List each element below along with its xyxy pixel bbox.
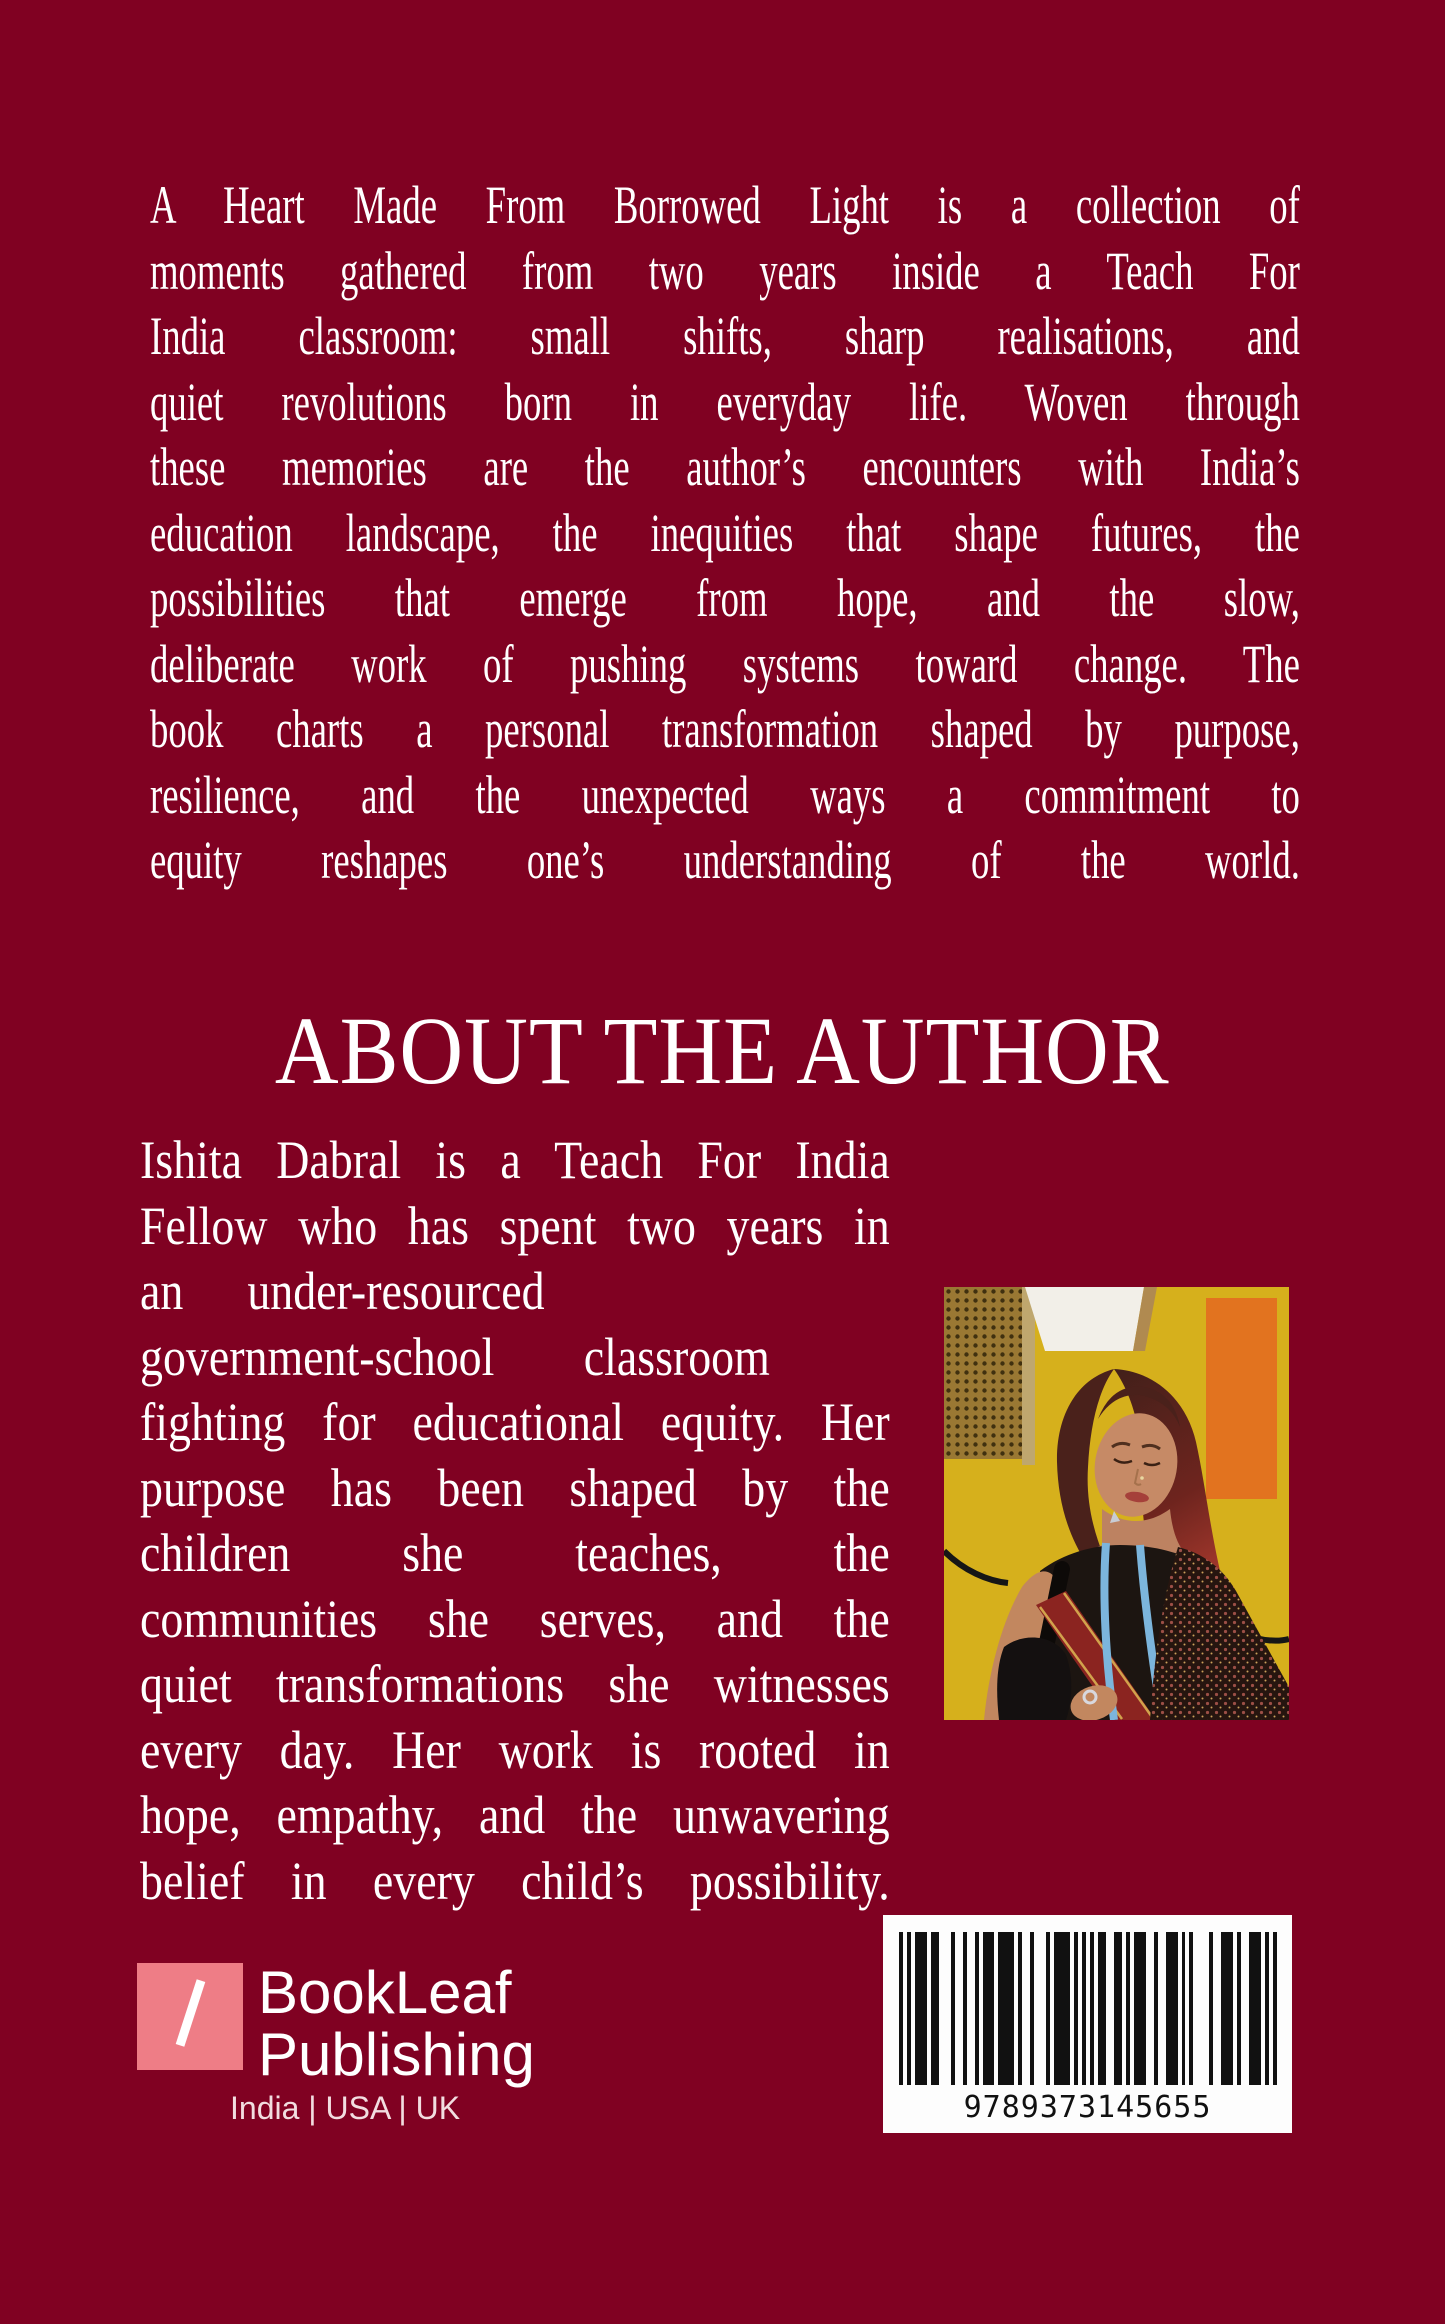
bio-line: quiet transformations she witnesses bbox=[140, 1654, 890, 1714]
bio-line: belief in every child’s possibility. bbox=[140, 1850, 890, 1911]
synopsis-line: possibilities that emerge from hope, and the slow, bbox=[150, 568, 1300, 628]
about-heading-text: ABOUT THE AUTHOR bbox=[275, 997, 1170, 1104]
publisher-name-line1: BookLeaf bbox=[258, 1959, 512, 2026]
synopsis-line: education landscape, the inequities that shape futures, the bbox=[150, 502, 1300, 563]
bio-line: Ishita Dabral is a Teach For India bbox=[140, 1130, 890, 1190]
synopsis-lines bbox=[150, 173, 1300, 894]
synopsis-line: moments gathered from two years inside a Teach For bbox=[150, 240, 1300, 301]
synopsis-line: deliberate work of pushing systems toward change. The bbox=[150, 633, 1300, 694]
synopsis-line: equity reshapes one’s understanding of the world. bbox=[150, 830, 1300, 890]
synopsis-paragraph bbox=[150, 173, 1300, 894]
bio-line: hope, empathy, and the unwavering bbox=[140, 1785, 890, 1845]
bio-line: Fellow who has spent two years in bbox=[140, 1195, 890, 1256]
publisher-name bbox=[258, 1959, 535, 2088]
bio-line: an under-resourced bbox=[140, 1261, 545, 1321]
photo-orange-panel bbox=[1206, 1298, 1277, 1499]
publisher-logo-mark bbox=[137, 1963, 243, 2070]
synopsis-line: India classroom: small shifts, sharp realisations, and bbox=[150, 306, 1300, 366]
author-photo-illustration bbox=[944, 1287, 1289, 1720]
photo-panel-trim bbox=[1022, 1287, 1035, 1465]
photo-nose-pin bbox=[1140, 1476, 1144, 1480]
about-heading bbox=[0, 996, 1445, 1106]
synopsis-line: A Heart Made From Borrowed Light is a collection of bbox=[150, 175, 1300, 235]
barcode-bars bbox=[899, 1932, 1277, 2085]
bio-line: children she teaches, the bbox=[140, 1523, 890, 1583]
synopsis-line: quiet revolutions born in everyday life. Woven through bbox=[150, 371, 1300, 432]
synopsis-line: book charts a personal transformation shaped by purpose, bbox=[150, 699, 1300, 759]
publisher-regions: India | USA | UK bbox=[230, 2090, 461, 2126]
author-photo bbox=[944, 1287, 1289, 1720]
isbn-number: 9789373145655 bbox=[963, 2090, 1212, 2125]
photo-white-panel bbox=[1025, 1287, 1144, 1351]
photo-perforated-panel bbox=[944, 1287, 1022, 1459]
synopsis-line: these memories are the author’s encounters with India’s bbox=[150, 437, 1300, 497]
author-bio-lines bbox=[140, 1128, 890, 1914]
bio-line: purpose has been shaped by the bbox=[140, 1457, 890, 1518]
barcode bbox=[883, 1915, 1292, 2133]
bio-line: communities she serves, and the bbox=[140, 1588, 890, 1649]
bio-line: government-school classroom bbox=[140, 1326, 770, 1387]
bio-line: fighting for educational equity. Her bbox=[140, 1392, 890, 1452]
slash-icon bbox=[176, 1979, 206, 2046]
synopsis-line: resilience, and the unexpected ways a commitment to bbox=[150, 764, 1300, 825]
photo-bag bbox=[997, 1638, 1071, 1720]
bio-line: every day. Her work is rooted in bbox=[140, 1719, 890, 1780]
publisher-name-line2: Publishing bbox=[258, 2021, 535, 2088]
author-bio bbox=[140, 1128, 890, 1914]
